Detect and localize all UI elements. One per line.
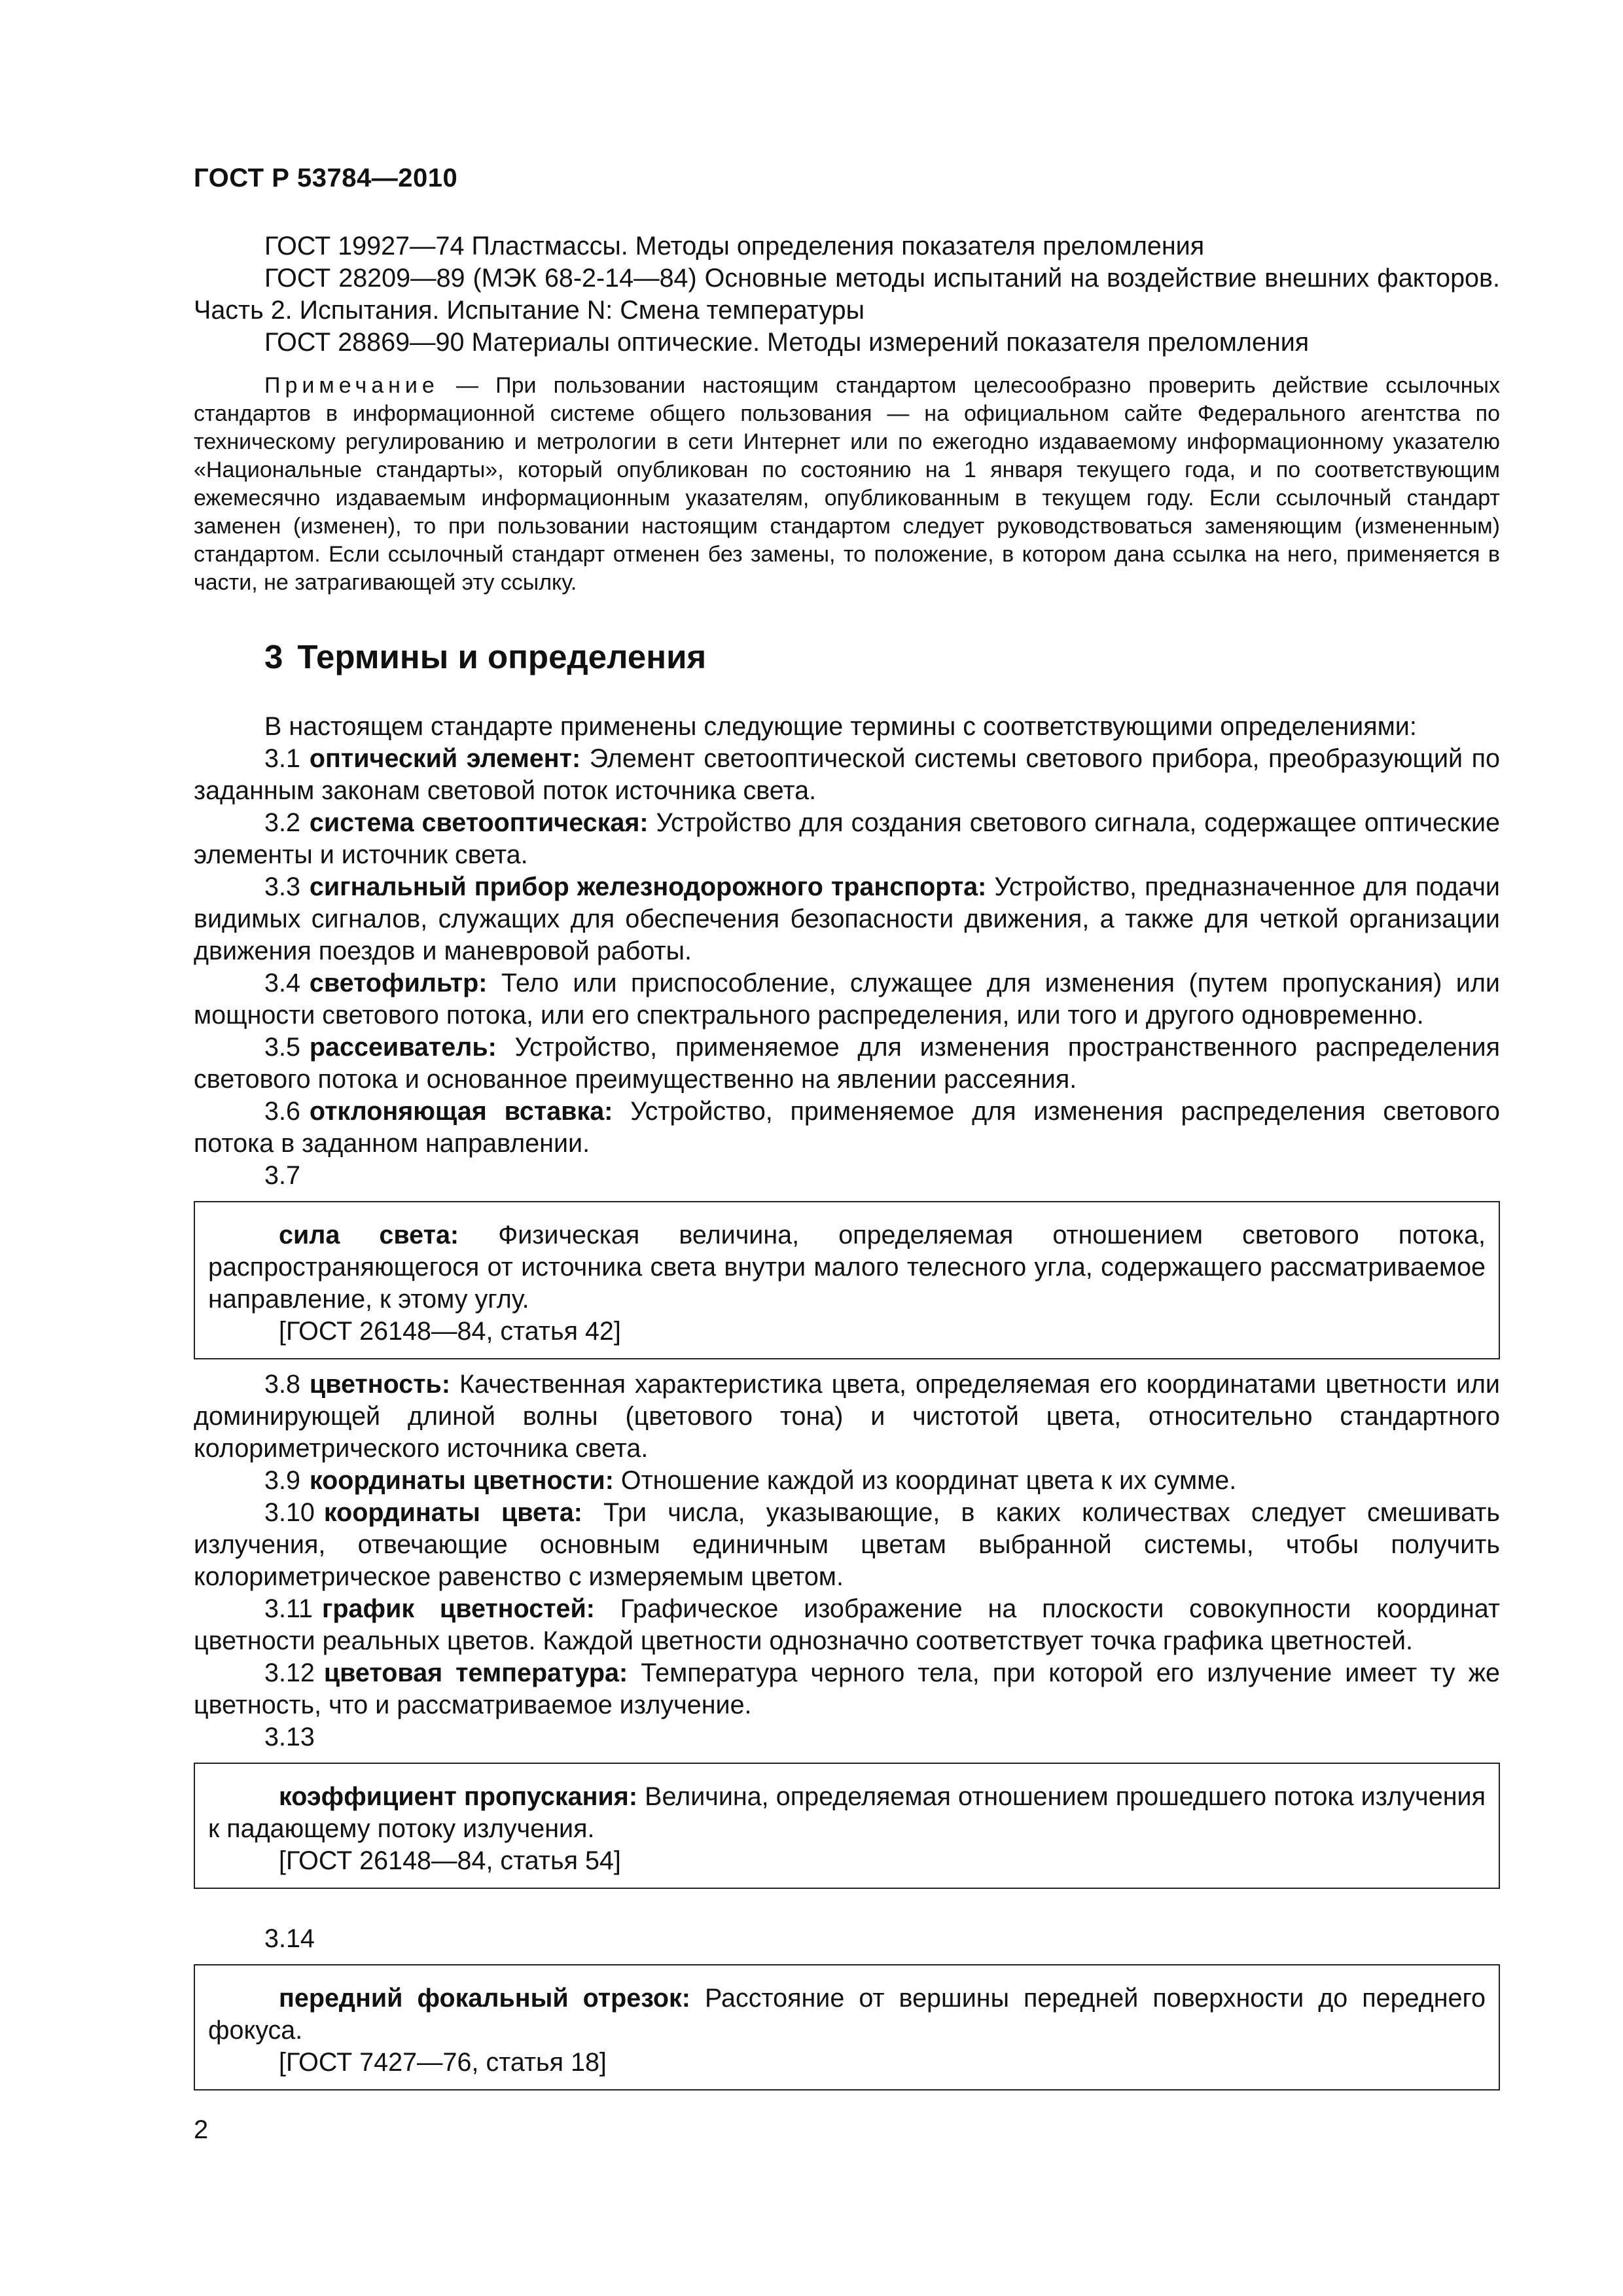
term-name: коэффициент пропускания: xyxy=(279,1782,637,1811)
reference-item: ГОСТ 28869—90 Материалы оптические. Методы измерений показателя преломления xyxy=(264,328,1310,357)
term-number: 3.4 xyxy=(264,969,300,997)
term-definition: Графическое изображение на плоскости совокупности координат цветности реальных цветов. Каждой цветности однозначно соответствует точка графика цветностей. xyxy=(194,1594,1500,1655)
term-number-standalone: 3.13 xyxy=(264,1723,315,1751)
term-number: 3.12 xyxy=(264,1659,315,1687)
term-number: 3.5 xyxy=(264,1033,300,1062)
term-source: [ГОСТ 26148—84, статья 42] xyxy=(279,1317,621,1346)
term-definition: Величина, определяемая отношением прошедшего потока излучения к падающему потоку излучения. xyxy=(208,1782,1486,1843)
term-name: цветовая температура: xyxy=(323,1659,628,1687)
note-block xyxy=(194,372,1500,597)
term-definition: Отношение каждой из координат цвета к их сумме. xyxy=(620,1466,1237,1495)
term-number: 3.9 xyxy=(264,1466,300,1495)
term-definition: Элемент светооптической системы светового прибора, преобразующий по заданным законам световой поток источника света. xyxy=(194,744,1500,805)
term-name: график цветностей: xyxy=(321,1594,595,1623)
term-definition: Устройство для создания светового сигнала, содержащее оптические элементы и источник света. xyxy=(194,808,1500,869)
term-entry xyxy=(194,967,1500,1031)
term-entry xyxy=(208,1781,1486,1845)
term-name: координаты цветности: xyxy=(309,1466,614,1495)
reference-item: ГОСТ 19927—74 Пластмассы. Методы определения показателя преломления xyxy=(264,232,1205,260)
term-name: светофильтр: xyxy=(309,969,488,997)
reference-item: ГОСТ 28209—89 (МЭК 68-2-14—84) Основные методы испытаний на воздействие внешних факторов. Часть 2. Испытания. Испытание N: Смена температуры xyxy=(194,264,1500,325)
term-entry xyxy=(194,871,1500,967)
term-definition: Расстояние от вершины передней поверхности до переднего фокуса. xyxy=(208,1984,1486,2045)
section-title: Термины и определения xyxy=(297,638,707,675)
term-number: 3.11 xyxy=(264,1594,313,1623)
term-entry xyxy=(194,1497,1500,1593)
section-heading xyxy=(194,637,1500,677)
boxed-term xyxy=(194,1201,1500,1359)
term-definition: Три числа, указывающие, в каких количествах следует смешивать излучения, отвечающие основным единичным цветам выбранной системы, чтобы получить колориметрическое равенство с измеряемым цветом. xyxy=(194,1498,1500,1591)
term-entry xyxy=(194,1593,1500,1657)
boxed-term xyxy=(194,1763,1500,1889)
note-text: — При пользовании настоящим стандартом целесообразно проверить действие ссылочных стандартов в информационной системе общего пользования — на официальном сайте Федерального агентства по техническому регулированию и метрологии в сети Интернет или по ежегодно издаваемому информационному указателю «Национальные стандарты», который опубликован по состоянию на 1 января текущего года, и по соответствующим ежемесячно издаваемым информационным указателям, опубликованным в текущем году. Если ссылочный стандарт заменен (изменен), то при пользовании настоящим стандартом следует руководствоваться заменяющим (измененным) стандартом. Если ссылочный стандарт отменен без замены, то положение, в котором дана ссылка на него, применяется в части, не затрагивающей эту ссылку. xyxy=(194,373,1500,595)
term-source: [ГОСТ 26148—84, статья 54] xyxy=(279,1846,621,1875)
boxed-term xyxy=(194,1964,1500,2090)
term-entry xyxy=(194,1465,1500,1497)
term-entry xyxy=(194,1031,1500,1096)
term-name: сила света: xyxy=(279,1221,459,1249)
term-definition: Тело или приспособление, служащее для изменения (путем пропускания) или мощности светового потока, или его спектрального распределения, или того и другого одновременно. xyxy=(194,969,1500,1030)
note-label: Примечание xyxy=(264,373,439,398)
term-name: рассеиватель: xyxy=(309,1033,497,1062)
document-body xyxy=(194,230,1500,2100)
document-header: ГОСТ Р 53784—2010 xyxy=(194,164,458,192)
term-definition: Устройство, предназначенное для подачи видимых сигналов, служащих для обеспечения безопасности движения, а также для четкой организации движения поездов и маневровой работы. xyxy=(194,872,1500,965)
term-number: 3.2 xyxy=(264,808,300,837)
term-number-standalone: 3.7 xyxy=(264,1161,300,1190)
term-number: 3.3 xyxy=(264,872,300,901)
term-number: 3.10 xyxy=(264,1498,315,1527)
term-name: передний фокальный отрезок: xyxy=(279,1984,690,2013)
term-name: координаты цвета: xyxy=(323,1498,582,1527)
term-number: 3.1 xyxy=(264,744,300,773)
term-entry xyxy=(194,807,1500,871)
section-number: 3 xyxy=(264,638,283,675)
term-entry xyxy=(194,743,1500,807)
term-entry xyxy=(194,1657,1500,1721)
term-name: сигнальный прибор железнодорожного транспорта: xyxy=(309,872,987,901)
spacer xyxy=(194,1898,1500,1923)
page-number: 2 xyxy=(194,2115,209,2144)
term-number-standalone: 3.14 xyxy=(264,1924,315,1953)
term-name: отклоняющая вставка: xyxy=(309,1097,613,1126)
term-definition: Качественная характеристика цвета, определяемая его координатами цветности или доминирующей длиной волны (цветового тона) и чистотой цвета, относительно стандартного колориметрического источника света. xyxy=(194,1370,1500,1463)
term-definition: Устройство, применяемое для изменения распределения светового потока в заданном направлении. xyxy=(194,1097,1500,1158)
term-name: цветность: xyxy=(309,1370,450,1399)
section-intro: В настоящем стандарте применены следующие термины с соответствующими определениями: xyxy=(264,712,1417,741)
term-entry xyxy=(194,1096,1500,1160)
term-source: [ГОСТ 7427—76, статья 18] xyxy=(279,2048,607,2077)
term-name: система светооптическая: xyxy=(309,808,649,837)
normative-references xyxy=(194,230,1500,359)
term-name: оптический элемент: xyxy=(309,744,581,773)
term-number: 3.6 xyxy=(264,1097,300,1126)
term-definition: Температура черного тела, при которой его излучение имеет ту же цветность, что и рассматриваемое излучение. xyxy=(194,1659,1500,1719)
term-definition: Физическая величина, определяемая отношением светового потока, распространяющегося от источника света внутри малого телесного угла, содержащего рассматриваемое направление, к этому углу. xyxy=(208,1221,1486,1314)
term-definition: Устройство, применяемое для изменения пространственного распределения светового потока и основанное преимущественно на явлении рассеяния. xyxy=(194,1033,1500,1094)
term-entry xyxy=(194,1369,1500,1465)
term-entry xyxy=(208,1219,1486,1316)
term-entry xyxy=(208,1982,1486,2047)
term-number: 3.8 xyxy=(264,1370,300,1399)
